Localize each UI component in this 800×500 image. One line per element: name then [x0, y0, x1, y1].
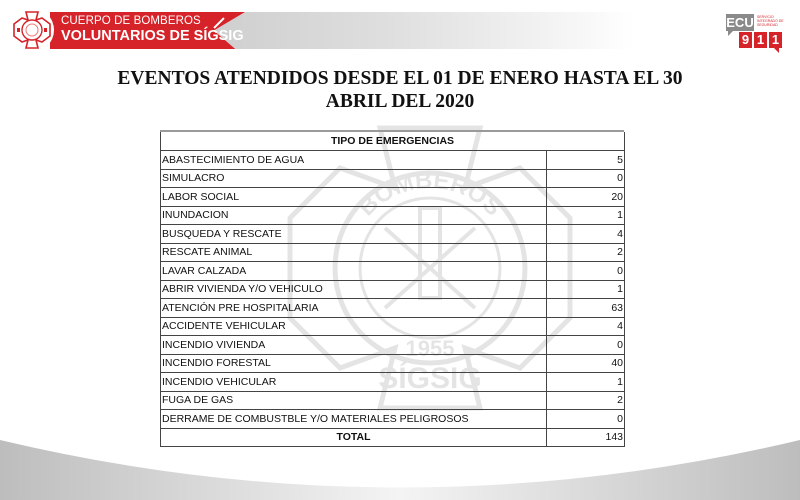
total-label: TOTAL	[161, 428, 547, 447]
emergency-count-cell: 20	[547, 188, 625, 207]
table-row	[161, 391, 625, 410]
firefighter-maltese-cross-icon	[10, 8, 54, 52]
ecu-logo-subtitle: SERVICIO INTEGRADO DE SEGURIDAD	[757, 15, 784, 28]
watermark-year: 1955	[405, 336, 455, 361]
table-row	[161, 354, 625, 373]
table-row	[161, 243, 625, 262]
emergency-count-cell: 5	[547, 151, 625, 170]
ecu-logo-prefix: ECU	[726, 15, 754, 30]
emergency-count-cell: 0	[547, 169, 625, 188]
table-row	[161, 280, 625, 299]
title-line2: ABRIL DEL 2020	[325, 91, 475, 112]
emergencies-table	[160, 132, 625, 447]
emergency-type-cell: LABOR SOCIAL	[161, 188, 547, 207]
emergencies-table-container	[160, 132, 624, 447]
org-name-line2: VOLUNTARIOS DE SÍGSIG	[61, 28, 244, 44]
emergency-count-cell: 0	[547, 262, 625, 281]
emergency-count-cell: 1	[547, 280, 625, 299]
total-value: 143	[547, 428, 625, 447]
page-title	[60, 67, 740, 113]
ecu-logo-digits	[739, 32, 782, 48]
watermark-bottom-text: SÍGSIG	[378, 362, 482, 395]
ecu-digit: 1	[754, 32, 767, 48]
emergency-type-cell: LAVAR CALZADA	[161, 262, 547, 281]
table-row	[161, 169, 625, 188]
table-body	[161, 151, 625, 429]
ecu-logo-tail	[728, 31, 733, 36]
emergency-count-cell: 1	[547, 373, 625, 392]
table-row	[161, 225, 625, 244]
table-row	[161, 336, 625, 355]
emergency-type-cell: SIMULACRO	[161, 169, 547, 188]
table-header: TIPO DE EMERGENCIAS	[161, 132, 625, 151]
ecu-digit-tail	[774, 48, 779, 53]
table-row	[161, 317, 625, 336]
ecu-digit: 9	[739, 32, 752, 48]
table-row	[161, 373, 625, 392]
emergency-count-cell: 63	[547, 299, 625, 318]
table-header-row	[161, 132, 625, 151]
emergency-type-cell: INCENDIO FORESTAL	[161, 354, 547, 373]
org-name-line1: CUERPO DE BOMBEROS	[61, 15, 201, 27]
emergency-count-cell: 4	[547, 317, 625, 336]
ecu-digit: 1	[769, 32, 782, 48]
emergency-type-cell: ATENCIÓN PRE HOSPITALARIA	[161, 299, 547, 318]
table-row	[161, 151, 625, 170]
emergency-type-cell: RESCATE ANIMAL	[161, 243, 547, 262]
emergency-count-cell: 1	[547, 206, 625, 225]
emergency-count-cell: 2	[547, 243, 625, 262]
emergency-type-cell: INCENDIO VEHICULAR	[161, 373, 547, 392]
header-banner-gradient	[215, 12, 635, 49]
table-row	[161, 410, 625, 429]
emergency-type-cell: BUSQUEDA Y RESCATE	[161, 225, 547, 244]
table-row	[161, 188, 625, 207]
emergency-type-cell: INCENDIO VIVIENDA	[161, 336, 547, 355]
emergency-count-cell: 40	[547, 354, 625, 373]
emergency-type-cell: DERRAME DE COMBUSTBLE Y/O MATERIALES PELIGROSOS	[161, 410, 547, 429]
emergency-type-cell: FUGA DE GAS	[161, 391, 547, 410]
table-row	[161, 206, 625, 225]
emergency-type-cell: INUNDACION	[161, 206, 547, 225]
emergency-type-cell: ABASTECIMIENTO DE AGUA	[161, 151, 547, 170]
emergency-count-cell: 0	[547, 410, 625, 429]
emergency-count-cell: 0	[547, 336, 625, 355]
table-row	[161, 262, 625, 281]
table-row	[161, 299, 625, 318]
emergency-type-cell: ACCIDENTE VEHICULAR	[161, 317, 547, 336]
title-line1: EVENTOS ATENDIDOS DESDE EL 01 DE ENERO HASTA EL 30	[117, 68, 683, 89]
emergency-type-cell: ABRIR VIVIENDA Y/O VEHICULO	[161, 280, 547, 299]
emergency-count-cell: 4	[547, 225, 625, 244]
emergency-count-cell: 2	[547, 391, 625, 410]
footer-swoosh	[0, 440, 800, 500]
watermark-top-text: BOMBEROS	[353, 166, 508, 222]
